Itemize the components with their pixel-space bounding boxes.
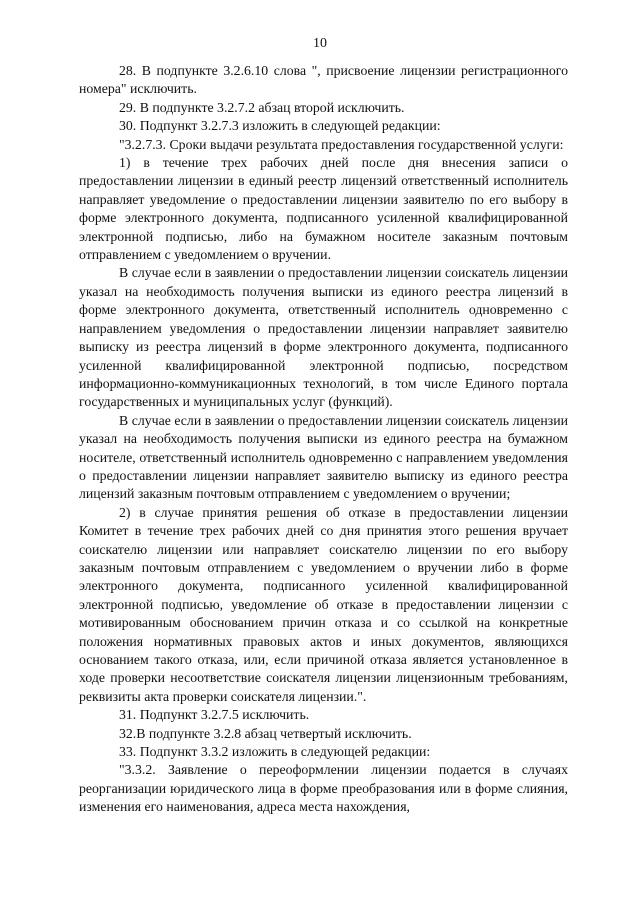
page-number: 10 (313, 36, 327, 51)
document-body (79, 62, 568, 817)
paragraph-item-33: 33. Подпункт 3.3.2 изложить в следующей редакции: (119, 744, 431, 760)
paragraph-subitem-1: 1) в течение трех рабочих дней после дня внесения записи о предоставлении лицензии в единый реестр лицензий ответственный исполнитель направляет уведомление о предоставлении лицензии заявителю по его выбору в форме электронного документа, подписанного усиленной квалифицированной электронной подписью, либо на бумажном носителе заказным почтовым отправлением с уведомлением о вручении. (79, 155, 568, 263)
paragraph-item-29: 29. В подпункте 3.2.7.2 абзац второй исключить. (119, 99, 405, 115)
paragraph-paper-extract: В случае если в заявлении о предоставлении лицензии соискатель лицензии указал на необходимость получения выписки из единого реестра на бумажном носителе, ответственный исполнитель одновременно с направлением уведомления о предоставлении лицензии направляет заявителю выписку из единого реестра лицензий заказным почтовым отправлением с уведомлением о вручении; (79, 412, 568, 502)
paragraph-3-2-7-3-heading: "3.2.7.3. Сроки выдачи результата предоставления государственной услуги: (119, 136, 564, 152)
paragraph-item-28: 28. В подпункте 3.2.6.10 слова ", присвоение лицензии регистрационного номера" исключить. (79, 63, 568, 97)
paragraph-item-32: 32.В подпункте 3.2.8 абзац четвертый исключить. (119, 725, 412, 741)
paragraph-item-30: 30. Подпункт 3.2.7.3 изложить в следующей редакции: (119, 118, 441, 134)
paragraph-item-31: 31. Подпункт 3.2.7.5 исключить. (119, 707, 310, 723)
paragraph-electronic-extract: В случае если в заявлении о предоставлении лицензии соискатель лицензии указал на необходимость получения выписки из единого реестра лицензий в форме электронного документа, ответственный исполнитель одновременно с направлением уведомления о предоставлении лицензии направляет заявителю выписку из реестра лицензий в форме электронного документа, подписанного усиленной квалифицированной электронной подписью, посредством информационно-коммуникационных технологий, в том числе Единого портала государственных и муниципальных услуг (функций). (79, 265, 568, 410)
paragraph-3-3-2: "3.3.2. Заявление о переоформлении лицензии подается в случаях реорганизации юридического лица в форме преобразования или в форме слияния, изменения его наименования, адреса места нахождения, (79, 762, 568, 815)
paragraph-subitem-2: 2) в случае принятия решения об отказе в предоставлении лицензии Комитет в течение трех рабочих дней со дня принятия этого решения вручает соискателю лицензии или направляет соискателю лицензии по его выбору заказным почтовым отправлением с уведомлением о вручении либо в форме электронного документа, подписанного усиленной квалифицированной электронной подписью, уведомление об отказе в предоставлении лицензии с мотивированным обоснованием причин отказа и со ссылкой на конкретные положения нормативных правовых актов и иных документов, являющихся основанием такого отказа, или, если причиной отказа является установленное в ходе проверки несоответствие соискателя лицензии лицензионным требованиям, реквизиты акта проверки соискателя лицензии.". (79, 504, 568, 704)
